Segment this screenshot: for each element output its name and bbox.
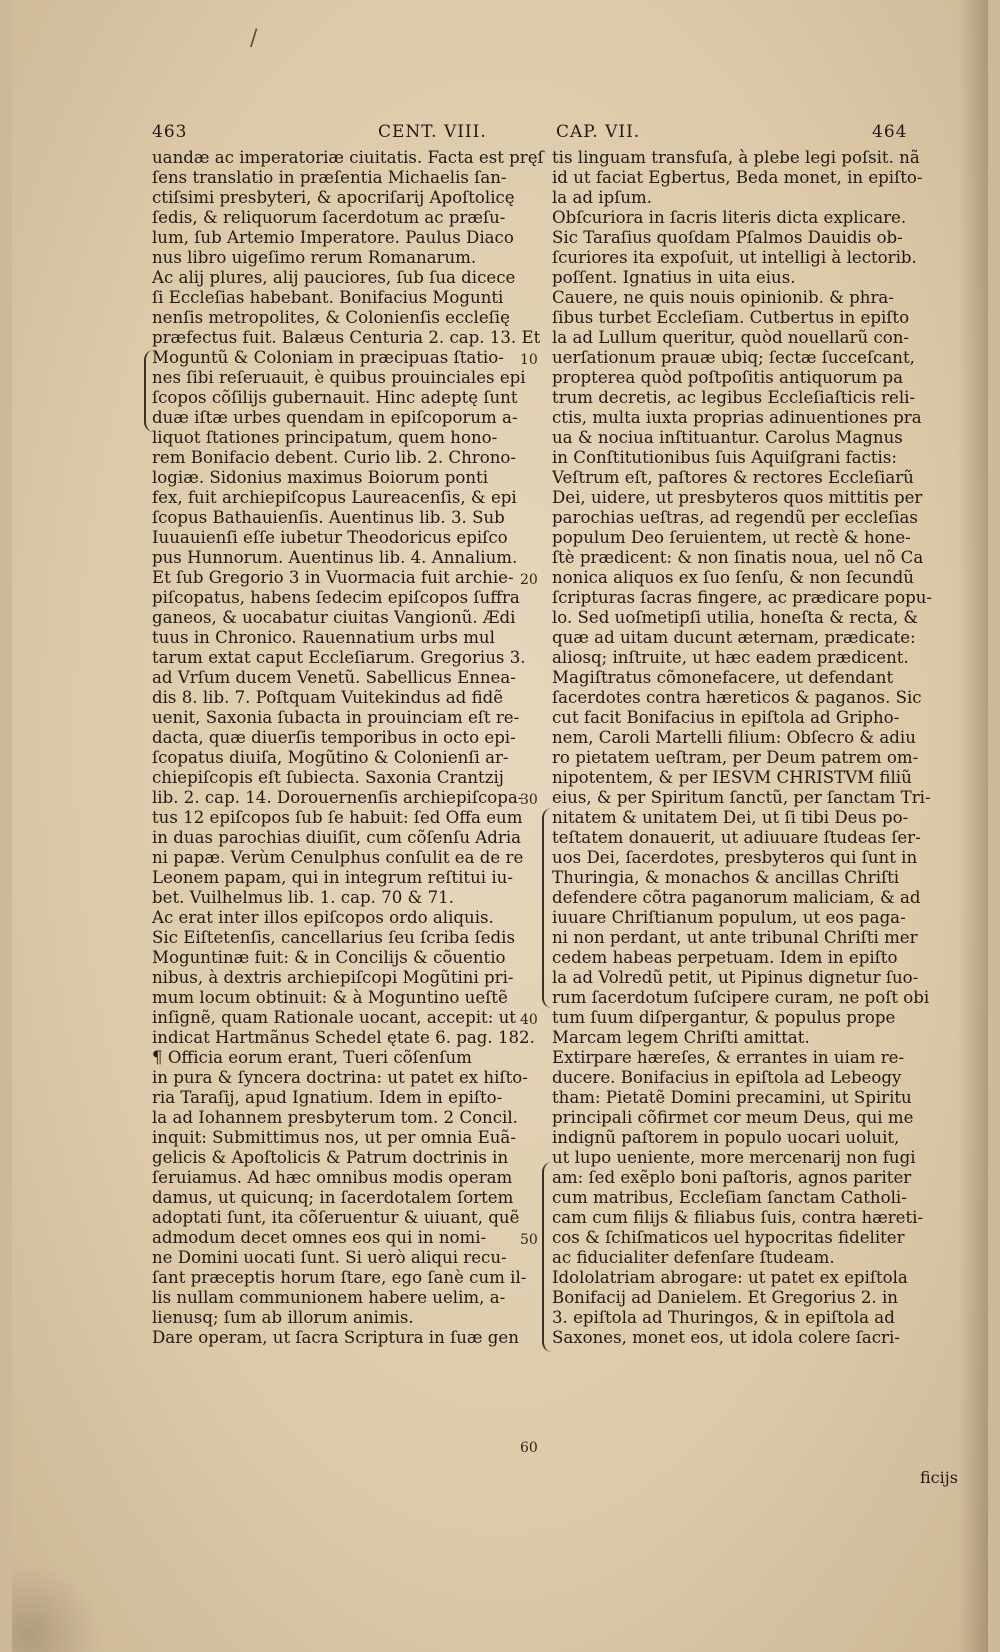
line-number-40: 40	[520, 1012, 538, 1028]
text-line: in pura & ſyncera doctrina: ut patet ex hiſto-	[152, 1068, 528, 1087]
text-line: ſcopatus diuiſa, Mogũtino & Colonienſi ar-	[152, 748, 509, 767]
right-text-column	[552, 148, 977, 1348]
text-line: damus, ut quicunq; in ſacerdotalem ſortem	[152, 1188, 514, 1207]
text-line: ni non perdant, ut ante tribunal Chriſti mer	[552, 928, 918, 947]
text-line: ganeos, & uocabatur ciuitas Vangionũ. Ædi	[152, 608, 516, 627]
right-page-number: 464	[872, 122, 908, 142]
left-running-title: CENT. VIII.	[378, 122, 487, 142]
text-line: tarum extat caput Eccleſiarum. Gregorius 3.	[152, 648, 526, 667]
text-line: lo. Sed uoſmetipſi utilia, honeſta & recta, &	[552, 608, 919, 627]
line-number-20: 20	[520, 572, 538, 588]
left-page-number: 463	[152, 122, 188, 142]
line-number-60: 60	[520, 1440, 538, 1456]
right-running-title: CAP. VII.	[556, 122, 641, 142]
text-line: ¶ Officia eorum erant, Tueri cõſenſum	[152, 1048, 472, 1067]
text-line: in duas parochias diuiſit, cum cõſenſu Adria	[152, 828, 522, 847]
text-line: la ad Iohannem presbyterum tom. 2 Concil.	[152, 1108, 518, 1127]
text-line: Moguntũ & Coloniam in præcipuas ſtatio-	[152, 348, 504, 367]
text-line: ſacerdotes contra hæreticos & paganos. Sic	[552, 688, 922, 707]
text-line: ſcripturas ſacras fingere, ac prædicare popu-	[552, 588, 932, 607]
text-line: admodum decet omnes eos qui in nomi-	[152, 1228, 487, 1247]
text-line: ni papæ. Verùm Cenulphus conſulit ea de re	[152, 848, 524, 867]
text-line: rem Bonifacio debent. Curio lib. 2. Chrono-	[152, 448, 517, 467]
text-line: ſtè prædicent: & non ſinatis noua, uel nõ Ca	[552, 548, 924, 567]
text-line: nibus, à dextris archiepiſcopi Mogũtini pri-	[152, 968, 514, 987]
text-line: trum decretis, ac legibus Eccleſiaſticis reli-	[552, 388, 916, 407]
text-line: teſtatem donauerit, ut adiuuare ſtudeas ſer-	[552, 828, 921, 847]
text-line: la ad ipſum.	[552, 188, 653, 207]
text-line: cut facit Bonifacius in epiſtola ad Gripho-	[552, 708, 900, 727]
text-line: cedem habeas perpetuam. Idem in epiſto	[552, 948, 898, 967]
text-line: Cauere, ne quis nouis opinionib. & phra-	[552, 288, 894, 307]
text-line: ctis, multa iuxta proprias adinuentiones pra	[552, 408, 922, 427]
text-line: tum ſuum diſpergantur, & populus prope	[552, 1008, 896, 1027]
text-line: chiepiſcopis eſt ſubiecta. Saxonia Crantzij	[152, 768, 504, 787]
text-line: Marcam legem Chriſti amittat.	[552, 1028, 810, 1047]
text-line: ducere. Bonifacius in epiſtola ad Lebeogy	[552, 1068, 902, 1087]
text-line: nonica aliquos ex ſuo ſenſu, & non ſecundũ	[552, 568, 914, 587]
text-line: ſeruiamus. Ad hæc omnibus modis operam	[152, 1168, 513, 1187]
text-line: ut lupo ueniente, more mercenarij non fugi	[552, 1148, 916, 1167]
text-line: ſedis, & reliquorum ſacerdotum ac præſu-	[152, 208, 506, 227]
text-line: cum matribus, Eccleſiam ſanctam Catholi-	[552, 1188, 907, 1207]
text-line: ſant præceptis horum ſtare, ego ſanè cum il-	[152, 1268, 527, 1287]
text-line: populum Deo ſeruientem, ut rectè & hone-	[552, 528, 911, 547]
text-line: 3. epiſtola ad Thuringos, & in epiſtola ad	[552, 1308, 895, 1327]
text-line: Moguntinæ fuit: & in Concilijs & cõuentio	[152, 948, 506, 967]
text-line: cos & ſchiſmaticos uel hypocritas fideliter	[552, 1228, 905, 1247]
text-line: Thuringia, & monachos & ancillas Chriſti	[552, 868, 900, 887]
text-line: tuus in Chronico. Rauennatium urbs mul	[152, 628, 495, 647]
text-line: nitatem & unitatem Dei, ut ſi tibi Deus po-	[552, 808, 909, 827]
text-line: Extirpare hæreſes, & errantes in uiam re-	[552, 1048, 905, 1067]
text-line: defendere cõtra paganorum maliciam, & ad	[552, 888, 921, 907]
running-header	[12, 122, 988, 146]
marginal-bracket	[144, 350, 154, 432]
text-line: dacta, quæ diuerſis temporibus in octo epi-	[152, 728, 516, 747]
text-line: nes ſibi reſeruauit, è quibus prouinciales epi	[152, 368, 526, 387]
line-number-50: 50	[520, 1232, 538, 1248]
left-text-column	[152, 148, 577, 1348]
text-line: Veſtrum eſt, paſtores & rectores Eccleſiarũ	[552, 468, 914, 487]
text-line: ſi Eccleſias habebant. Bonifacius Mogunti	[152, 288, 504, 307]
text-line: lum, ſub Artemio Imperatore. Paulus Diaco	[152, 228, 514, 247]
text-line: ſibus turbet Eccleſiam. Cutbertus in epiſto	[552, 308, 910, 327]
text-line: principali cõfirmet cor meum Deus, qui me	[552, 1108, 914, 1127]
text-line: uenit, Saxonia ſubacta in prouinciam eſt re-	[152, 708, 520, 727]
text-line: ria Taraſij, apud Ignatium. Idem in epiſto-	[152, 1088, 503, 1107]
text-line: duæ iſtæ urbes quendam in epiſcoporum a-	[152, 408, 518, 427]
text-line: piſcopatus, habens ſedecim epiſcopos ſuffra	[152, 588, 520, 607]
text-line: id ut faciat Egbertus, Beda monet, in epiſto-	[552, 168, 923, 187]
text-line: gelicis & Apoſtolicis & Patrum doctrinis in	[152, 1148, 509, 1167]
text-line: indicat Hartmãnus Schedel ętate 6. pag. 182.	[152, 1028, 535, 1047]
text-line: uerſationum prauæ ubiq; ſectæ ſucceſcant,	[552, 348, 915, 367]
text-line: Saxones, monet eos, ut idola colere ſacri-	[552, 1328, 900, 1347]
text-line: fex, fuit archiepiſcopus Laureacenſis, & epi	[152, 488, 517, 507]
text-line: am: ſed exẽplo boni paſtoris, agnos pariter	[552, 1168, 912, 1187]
catchword: ficijs	[920, 1468, 958, 1487]
text-line: ſcopus Bathauienſis. Auentinus lib. 3. Sub	[152, 508, 505, 527]
book-page	[12, 0, 988, 1652]
text-line: inquit: Submittimus nos, ut per omnia Euã-	[152, 1128, 516, 1147]
marginal-bracket	[542, 808, 552, 1008]
text-line: præfectus fuit. Balæus Centuria 2. cap. 13. Et	[152, 328, 541, 347]
text-line: poſſent. Ignatius in uita eius.	[552, 268, 796, 287]
text-line: nus libro uigeſimo rerum Romanarum.	[152, 248, 477, 267]
text-line: lis nullam communionem habere uelim, a-	[152, 1288, 506, 1307]
text-line: nenſis metropolites, & Colonienſis eccleſię	[152, 308, 510, 327]
line-number-10: 10	[520, 352, 538, 368]
text-line: logiæ. Sidonius maximus Boiorum ponti	[152, 468, 489, 487]
text-line: ſcuriores ita expoſuit, ut intelligi à lectorib.	[552, 248, 917, 267]
text-line: tis linguam transfuſa, à plebe legi poſsit. nã	[552, 148, 920, 167]
text-line: in Conſtitutionibus ſuis Aquiſgrani factis:	[552, 448, 897, 467]
text-line: dis 8. lib. 7. Poſtquam Vuitekindus ad fidẽ	[152, 688, 504, 707]
text-line: Sic Taraſius quoſdam Pſalmos Dauidis ob-	[552, 228, 903, 247]
ink-mark: /	[250, 26, 258, 51]
text-line: Magiſtratus cõmonefacere, ut defendant	[552, 668, 894, 687]
text-line: tham: Pietatẽ Domini precamini, ut Spiritu	[552, 1088, 912, 1107]
text-line: Et ſub Gregorio 3 in Vuormacia fuit archie-	[152, 568, 514, 587]
text-line: la ad Lullum queritur, quòd nouellarũ con-	[552, 328, 910, 347]
text-line: Dare operam, ut ſacra Scriptura in ſuæ gen	[152, 1328, 519, 1347]
text-line: ctiſsimi presbyteri, & apocriſarij Apoſtolicę	[152, 188, 515, 207]
text-line: lienusq; ſum ab illorum animis.	[152, 1308, 414, 1327]
text-line: Iuuauienſi eſſe iubetur Theodoricus epiſco	[152, 528, 508, 547]
text-line: quæ ad uitam ducunt æternam, prædicate:	[552, 628, 916, 647]
text-line: pus Hunnorum. Auentinus lib. 4. Annalium.	[152, 548, 518, 567]
text-line: ac fiducialiter defenſare ſtudeam.	[552, 1248, 835, 1267]
text-line: inſignẽ, quam Rationale uocant, accepit: ut	[152, 1008, 516, 1027]
text-line: ne Domini uocati ſunt. Si uerò aliqui recu-	[152, 1248, 507, 1267]
text-line: Bonifacij ad Danielem. Et Gregorius 2. in	[552, 1288, 898, 1307]
text-line: cam cum filijs & filiabus ſuis, contra hæreti-	[552, 1208, 924, 1227]
text-line: nipotentem, & per IESVM CHRISTVM filiũ	[552, 768, 912, 787]
text-line: uandæ ac imperatoriæ ciuitatis. Facta est pręſ	[152, 148, 544, 167]
text-line: bet. Vuilhelmus lib. 1. cap. 70 & 71.	[152, 888, 454, 907]
text-line: parochias ueſtras, ad regendũ per eccleſias	[552, 508, 918, 527]
text-line: rum ſacerdotum ſuſcipere curam, ne poſt obi	[552, 988, 930, 1007]
text-line: uos Dei, ſacerdotes, presbyteros qui ſunt in	[552, 848, 918, 867]
text-line: Ac alij plures, alij pauciores, ſub ſua dicece	[152, 268, 516, 287]
text-line: adoptati ſunt, ita cõſeruentur & uiuant, quẽ	[152, 1208, 520, 1227]
text-line: indignũ paſtorem in populo uocari uoluit,	[552, 1128, 900, 1147]
text-line: ſens translatio in præſentia Michaelis ſan-	[152, 168, 507, 187]
text-line: ſcopos cõſilijs gubernauit. Hinc adeptę ſunt	[152, 388, 518, 407]
line-number-30: 30	[520, 792, 538, 808]
text-line: aliosq; inſtruite, ut hæc eadem prædicent.	[552, 648, 909, 667]
text-line: Ac erat inter illos epiſcopos ordo aliquis.	[152, 908, 494, 927]
text-line: ro pietatem ueſtram, per Deum patrem om-	[552, 748, 919, 767]
text-line: liquot ſtationes principatum, quem hono-	[152, 428, 498, 447]
page-stain	[12, 1562, 102, 1652]
text-line: ua & nociua inſtituantur. Carolus Magnus	[552, 428, 903, 447]
text-line: la ad Volredũ petit, ut Pipinus dignetur ſuo-	[552, 968, 919, 987]
text-line: Obſcuriora in ſacris literis dicta explicare.	[552, 208, 907, 227]
text-line: eius, & per Spiritum ſanctũ, per ſanctam Tri-	[552, 788, 931, 807]
text-line: nem, Caroli Martelli filium: Obſecro & adiu	[552, 728, 916, 747]
text-line: lib. 2. cap. 14. Dorouernenſis archiepiſcopa-	[152, 788, 524, 807]
text-line: Dei, uidere, ut presbyteros quos mittitis per	[552, 488, 923, 507]
text-line: tus 12 epiſcopos ſub ſe habuit: ſed Offa eum	[152, 808, 523, 827]
text-line: Leonem papam, qui in integrum reſtitui iu-	[152, 868, 513, 887]
text-line: mum locum obtinuit: & à Moguntino ueſtẽ	[152, 988, 508, 1007]
text-line: ad Vrſum ducem Venetũ. Sabellicus Ennea-	[152, 668, 516, 687]
marginal-bracket	[542, 1162, 552, 1352]
text-line: Sic Eiſtetenſis, cancellarius ſeu ſcriba ſedis	[152, 928, 515, 947]
text-line: Idololatriam abrogare: ut patet ex epiſtola	[552, 1268, 908, 1287]
text-line: propterea quòd poſtpoſitis antiquorum pa	[552, 368, 904, 387]
text-line: iuuare Chriſtianum populum, ut eos paga-	[552, 908, 906, 927]
